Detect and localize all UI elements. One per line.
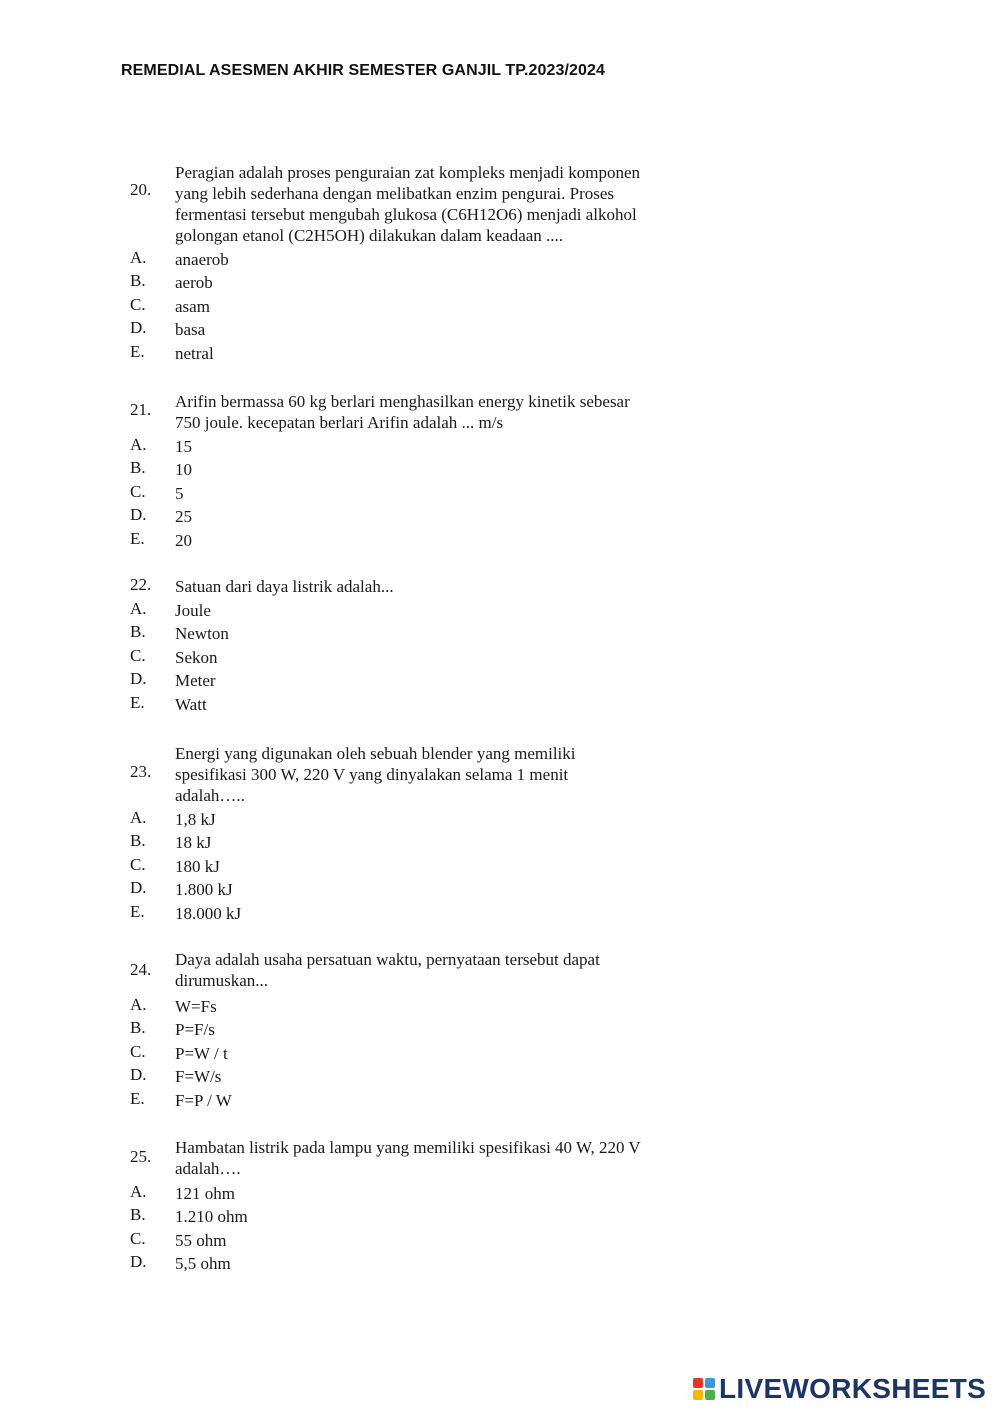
option-text: P=W / t xyxy=(175,1043,228,1063)
option-label: E. xyxy=(130,341,145,361)
stem-line: Energi yang digunakan oleh sebuah blender yang memiliki xyxy=(175,744,576,763)
logo-square xyxy=(693,1378,703,1388)
option-label: A. xyxy=(130,1182,147,1201)
option-c[interactable] xyxy=(130,1042,690,1065)
option-label: D. xyxy=(130,878,147,898)
option-label: A. xyxy=(130,248,147,267)
stem-line: Arifin bermassa 60 kg berlari menghasilkan energy kinetik sebesar xyxy=(175,392,630,411)
option-text: 1.210 ohm xyxy=(175,1207,248,1227)
option-text: Joule xyxy=(175,601,211,620)
stem-line: Hambatan listrik pada lampu yang memiliki spesifikasi 40 W, 220 V xyxy=(175,1138,641,1157)
logo-square xyxy=(705,1378,715,1388)
option-text: 5,5 ohm xyxy=(175,1254,231,1274)
option-e[interactable] xyxy=(130,902,690,925)
option-label: B. xyxy=(130,1018,146,1038)
option-text: 121 ohm xyxy=(175,1184,235,1203)
option-text: W=Fs xyxy=(175,997,217,1016)
logo-square xyxy=(705,1390,715,1400)
liveworksheets-logo[interactable] xyxy=(693,1374,993,1404)
option-d[interactable] xyxy=(130,878,690,901)
stem-line: spesifikasi 300 W, 220 V yang dinyalakan selama 1 menit xyxy=(175,765,569,784)
question-21 xyxy=(130,391,690,552)
option-b[interactable] xyxy=(130,831,690,854)
option-d[interactable] xyxy=(130,669,690,692)
option-label: B. xyxy=(130,1205,146,1225)
option-label: B. xyxy=(130,622,146,642)
option-c[interactable] xyxy=(130,295,690,318)
option-c[interactable] xyxy=(130,855,690,878)
option-label: A. xyxy=(130,435,147,454)
option-text: anaerob xyxy=(175,250,229,269)
option-label: C. xyxy=(130,645,146,665)
question-stem xyxy=(130,162,690,246)
question-stem xyxy=(130,576,690,597)
option-text: asam xyxy=(175,296,210,316)
option-b[interactable] xyxy=(130,1205,690,1228)
question-stem xyxy=(130,1137,690,1179)
option-text: 180 kJ xyxy=(175,856,220,876)
question-stem xyxy=(130,391,690,433)
option-label: A. xyxy=(130,995,147,1014)
option-e[interactable] xyxy=(130,529,690,552)
option-text: 10 xyxy=(175,460,192,480)
option-text: aerob xyxy=(175,273,213,293)
option-label: E. xyxy=(130,1088,145,1108)
option-label: D. xyxy=(130,1252,147,1272)
option-a[interactable] xyxy=(130,435,690,458)
question-stem xyxy=(130,949,690,991)
option-label: A. xyxy=(130,599,147,618)
question-24 xyxy=(130,949,690,1112)
stem-line: golongan etanol (C2H5OH) dilakukan dalam keadaan .... xyxy=(175,226,564,245)
option-label: E. xyxy=(130,692,145,712)
question-stem xyxy=(130,743,690,806)
option-text: Newton xyxy=(175,624,229,644)
option-text: 18.000 kJ xyxy=(175,903,242,923)
option-text: P=F/s xyxy=(175,1020,215,1040)
option-label: C. xyxy=(130,1041,146,1061)
option-text: basa xyxy=(175,320,206,340)
question-number: 25. xyxy=(130,1147,152,1166)
option-label: B. xyxy=(130,458,146,478)
question-22 xyxy=(130,576,690,716)
question-25 xyxy=(130,1137,690,1276)
option-label: D. xyxy=(130,505,147,525)
option-label: C. xyxy=(130,481,146,501)
option-label: B. xyxy=(130,271,146,291)
option-label: C. xyxy=(130,854,146,874)
question-23 xyxy=(130,743,690,925)
option-text: 18 kJ xyxy=(175,833,212,853)
option-a[interactable] xyxy=(130,808,690,831)
option-a[interactable] xyxy=(130,248,690,271)
option-e[interactable] xyxy=(130,342,690,365)
logo-square xyxy=(693,1390,703,1400)
option-label: E. xyxy=(130,528,145,548)
option-b[interactable] xyxy=(130,458,690,481)
question-number: 23. xyxy=(130,762,152,781)
option-text: F=W/s xyxy=(175,1067,222,1087)
stem-line: dirumuskan... xyxy=(175,971,269,990)
option-text: Sekon xyxy=(175,647,218,667)
stem-line: 750 joule. kecepatan berlari Arifin adalah ... m/s xyxy=(175,413,504,432)
option-text: F=P / W xyxy=(175,1090,232,1110)
stem-line: yang lebih sederhana dengan melibatkan enzim pengurai. Proses xyxy=(175,184,615,203)
stem-line: adalah….. xyxy=(175,786,245,805)
option-d[interactable] xyxy=(130,505,690,528)
option-label: E. xyxy=(130,901,145,921)
option-text: 55 ohm xyxy=(175,1230,227,1250)
question-number: 22. xyxy=(130,575,152,594)
option-text: 1,8 kJ xyxy=(175,810,216,829)
option-label: C. xyxy=(130,294,146,314)
option-a[interactable] xyxy=(130,599,690,622)
option-text: 15 xyxy=(175,437,192,456)
option-text: netral xyxy=(175,343,214,363)
stem-line: Peragian adalah proses penguraian zat kompleks menjadi komponen xyxy=(175,163,640,182)
option-label: A. xyxy=(130,808,147,827)
page-title: REMEDIAL ASESMEN AKHIR SEMESTER GANJIL TP.2023/2024 xyxy=(121,62,606,79)
option-b[interactable] xyxy=(130,1018,690,1041)
option-a[interactable] xyxy=(130,995,690,1018)
option-text: Watt xyxy=(175,694,207,714)
option-d[interactable] xyxy=(130,318,690,341)
option-label: D. xyxy=(130,1065,147,1085)
option-text: 1.800 kJ xyxy=(175,880,233,900)
option-text: Meter xyxy=(175,671,216,691)
option-c[interactable] xyxy=(130,646,690,669)
stem-line: Daya adalah usaha persatuan waktu, pernyataan tersebut dapat xyxy=(175,950,600,969)
option-text: 20 xyxy=(175,530,192,550)
stem-line: fermentasi tersebut mengubah glukosa (C6H12O6) menjadi alkohol xyxy=(175,205,637,224)
question-number: 21. xyxy=(130,400,152,419)
option-e[interactable] xyxy=(130,1089,690,1112)
option-e[interactable] xyxy=(130,693,690,716)
question-number: 20. xyxy=(130,180,152,199)
option-label: D. xyxy=(130,318,147,338)
option-b[interactable] xyxy=(130,271,690,294)
option-d[interactable] xyxy=(130,1065,690,1088)
logo-text: LIVEWORKSHEETS xyxy=(719,1373,987,1404)
stem-line: Satuan dari daya listrik adalah... xyxy=(175,577,394,596)
option-b[interactable] xyxy=(130,622,690,645)
option-c[interactable] xyxy=(130,482,690,505)
stem-line: adalah…. xyxy=(175,1159,241,1178)
option-label: D. xyxy=(130,669,147,689)
option-c[interactable] xyxy=(130,1229,690,1252)
option-label: B. xyxy=(130,831,146,851)
logo-grid-icon xyxy=(693,1378,715,1400)
option-label: C. xyxy=(130,1228,146,1248)
option-text: 5 xyxy=(175,483,184,503)
question-number: 24. xyxy=(130,960,152,979)
option-d[interactable] xyxy=(130,1252,690,1275)
question-20 xyxy=(130,162,690,365)
option-a[interactable] xyxy=(130,1182,690,1205)
option-text: 25 xyxy=(175,507,192,527)
